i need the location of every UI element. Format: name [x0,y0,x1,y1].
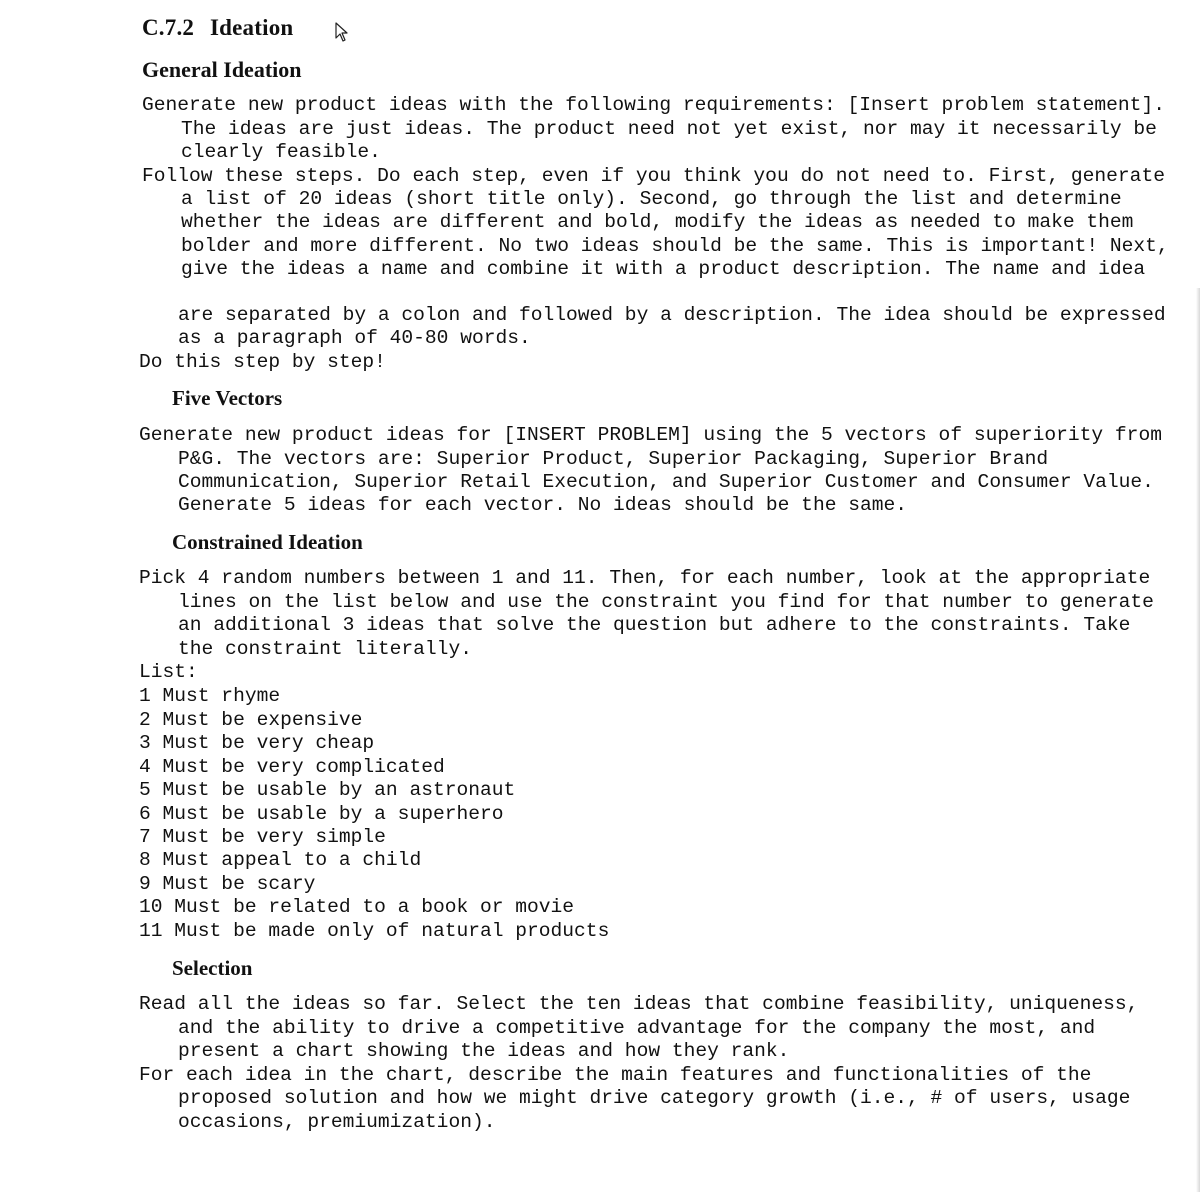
list-item: 3 Must be very cheap [139,732,375,754]
list-item: 1 Must rhyme [139,685,281,707]
selection-line-4: For each idea in the chart, describe the main features and functionalities of the [139,1064,1092,1086]
list-item: 11 Must be made only of natural products [139,920,610,942]
general-ideation-heading: General Ideation [142,57,302,82]
list-item: 6 Must be usable by a superhero [139,803,504,825]
list-item: 2 Must be expensive [139,709,363,731]
list-item: 4 Must be very complicated [139,756,445,778]
vectors-line-1: Generate new product ideas for [INSERT PROBLEM] using the 5 vectors of superiority from [139,424,1162,446]
vectors-line-3: Communication, Superior Retail Execution, and Superior Customer and Consumer Value. [178,471,1154,493]
general-line-6: whether the ideas are different and bold, modify the ideas as needed to make them [181,211,1134,233]
selection-line-3: present a chart showing the ideas and how they rank. [178,1040,790,1062]
general-line-10: as a paragraph of 40-80 words. [178,327,531,349]
list-item: 5 Must be usable by an astronaut [139,779,516,801]
general-line-11: Do this step by step! [139,351,386,373]
selection-heading: Selection [172,956,253,980]
five-vectors-heading: Five Vectors [172,386,283,410]
constrained-line-1: Pick 4 random numbers between 1 and 11. Then, for each number, look at the appropriate [139,567,1151,589]
section-title [142,15,293,41]
general-line-8: give the ideas a name and combine it with a product description. The name and idea [181,258,1146,280]
page-edge-shadow [1196,288,1200,1192]
selection-line-1: Read all the ideas so far. Select the ten ideas that combine feasibility, uniqueness, [139,993,1139,1015]
constrained-line-3: an additional 3 ideas that solve the question but adhere to the constraints. Take [178,614,1131,636]
constrained-line-2: lines on the list below and use the constraint you find for that number to generate [178,591,1154,613]
list-item: 7 Must be very simple [139,826,386,848]
constrained-line-4: the constraint literally. [178,638,472,660]
selection-line-5: proposed solution and how we might drive category growth (i.e., # of users, usage [178,1087,1131,1109]
list-item: 10 Must be related to a book or movie [139,896,575,918]
section-title-text: Ideation [210,15,294,40]
general-line-1: Generate new product ideas with the following requirements: [Insert problem statement]. [142,94,1165,116]
mouse-pointer-icon [335,22,349,42]
general-line-9: are separated by a colon and followed by a description. The idea should be expressed [178,304,1166,326]
general-line-4: Follow these steps. Do each step, even if you think you do not need to. First, generate [142,165,1165,187]
list-item: 9 Must be scary [139,873,316,895]
vectors-line-2: P&G. The vectors are: Superior Product, Superior Packaging, Superior Brand [178,448,1049,470]
vectors-line-4: Generate 5 ideas for each vector. No ideas should be the same. [178,494,908,516]
selection-line-6: occasions, premiumization). [178,1111,496,1133]
general-line-2: The ideas are just ideas. The product need not yet exist, nor may it necessarily be [181,118,1157,140]
section-number: C.7.2 [142,15,195,40]
general-line-7: bolder and more different. No two ideas should be the same. This is important! Next, [181,235,1169,257]
selection-line-2: and the ability to drive a competitive advantage for the company the most, and [178,1017,1096,1039]
list-item: 8 Must appeal to a child [139,849,422,871]
general-line-5: a list of 20 ideas (short title only). Second, go through the list and determine [181,188,1122,210]
general-line-3: clearly feasible. [181,141,381,163]
list-label: List: [139,661,198,683]
constrained-ideation-heading: Constrained Ideation [172,530,363,554]
